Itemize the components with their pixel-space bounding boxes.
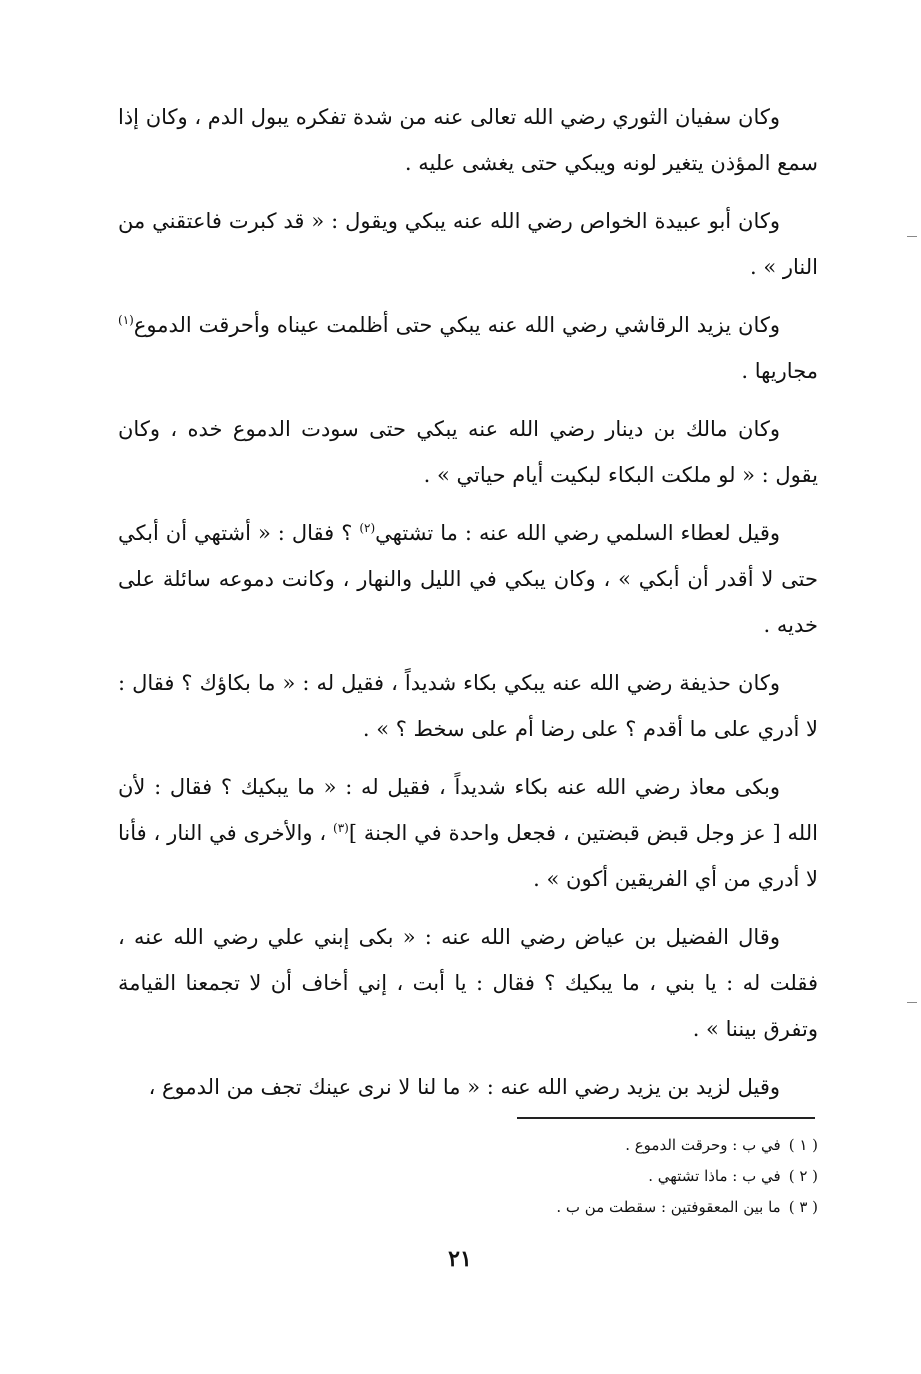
scan-margin-mark xyxy=(907,236,917,237)
footnote-ref-3[interactable]: (٣) xyxy=(333,821,349,835)
paragraph-yazid xyxy=(118,302,818,394)
paragraph-text: ؟ فقال : « أشتهي أن أبكي حتى لا أقدر أن أبكي » ، وكان يبكي في الليل والنهار ، وكانت دموعه سائلة على خديه . xyxy=(118,521,818,637)
paragraph-text: وكان يزيد الرقاشي رضي الله عنه يبكي حتى أظلمت عيناه وأحرقت الدموع xyxy=(133,313,780,337)
footnote-text: ما بين المعقوفتين : سقطت من ب . xyxy=(556,1198,781,1216)
paragraph-abu-ubaida: وكان أبو عبيدة الخواص رضي الله عنه يبكي ويقول : « قد كبرت فاعتقني من النار » . xyxy=(118,209,818,279)
footnote-number: ( ٣ ) xyxy=(788,1198,818,1216)
paragraph-text: مجاريها . xyxy=(741,359,818,383)
footnote-ref-1[interactable]: (١) xyxy=(118,313,134,327)
footnote-divider xyxy=(517,1117,815,1119)
paragraph-sufyan: وكان سفيان الثوري رضي الله تعالى عنه من شدة تفكره يبول الدم ، وكان إذا سمع المؤذن يتغير لونه ويبكي حتى يغشى عليه . xyxy=(118,105,818,175)
paragraph-hudhayfa: وكان حذيفة رضي الله عنه يبكي بكاء شديداً ، فقيل له : « ما بكاؤك ؟ فقال : لا أدري على ما أقدم ؟ على رضا أم على سخط ؟ » . xyxy=(118,671,818,741)
paragraph-muadh xyxy=(118,764,818,902)
paragraph-text: وقيل لعطاء السلمي رضي الله عنه : ما تشتهي xyxy=(375,521,781,545)
footnote-2 xyxy=(480,1161,818,1192)
footnote-text: في ب : ماذا تشتهي . xyxy=(648,1167,781,1185)
paragraph-text: وبكى معاذ رضي الله عنه بكاء شديداً ، فقيل له : « ما يبكيك ؟ فقال : لأن الله [ عز وجل قبض قبضتين ، فجعل واحدة في الجنة ] xyxy=(118,775,818,845)
paragraph-fudayl: وقال الفضيل بن عياض رضي الله عنه : « بكى إبني علي رضي الله عنه ، فقلت له : يا بني ، ما يبكيك ؟ فقال : يا أبت ، إني أخاف أن لا تجمعنا القيامة وتفرق بيننا » . xyxy=(118,925,818,1041)
footnote-number: ( ١ ) xyxy=(788,1136,818,1154)
footnote-number: ( ٢ ) xyxy=(788,1167,818,1185)
footnote-text: في ب : وحرقت الدموع . xyxy=(625,1136,781,1154)
paragraph-ata xyxy=(118,510,818,648)
page-number: ٢١ xyxy=(448,1246,472,1272)
footnote-1 xyxy=(480,1130,818,1161)
paragraph-text: ، والأخرى في النار ، فأنا لا أدري من أي الفريقين أكون » . xyxy=(118,821,818,891)
paragraph-malik: وكان مالك بن دينار رضي الله عنه يبكي حتى سودت الدموع خده ، وكان يقول : « لو ملكت البكاء لبكيت أيام حياتي » . xyxy=(118,417,818,487)
main-text xyxy=(118,94,818,1122)
footnotes xyxy=(480,1130,818,1223)
paragraph-zayd: وقيل لزيد بن يزيد رضي الله عنه : « ما لنا لا نرى عينك تجف من الدموع ، xyxy=(148,1075,780,1099)
footnote-ref-2[interactable]: (٢) xyxy=(359,521,376,535)
footnote-3 xyxy=(480,1192,818,1223)
scan-margin-mark xyxy=(907,1002,917,1003)
